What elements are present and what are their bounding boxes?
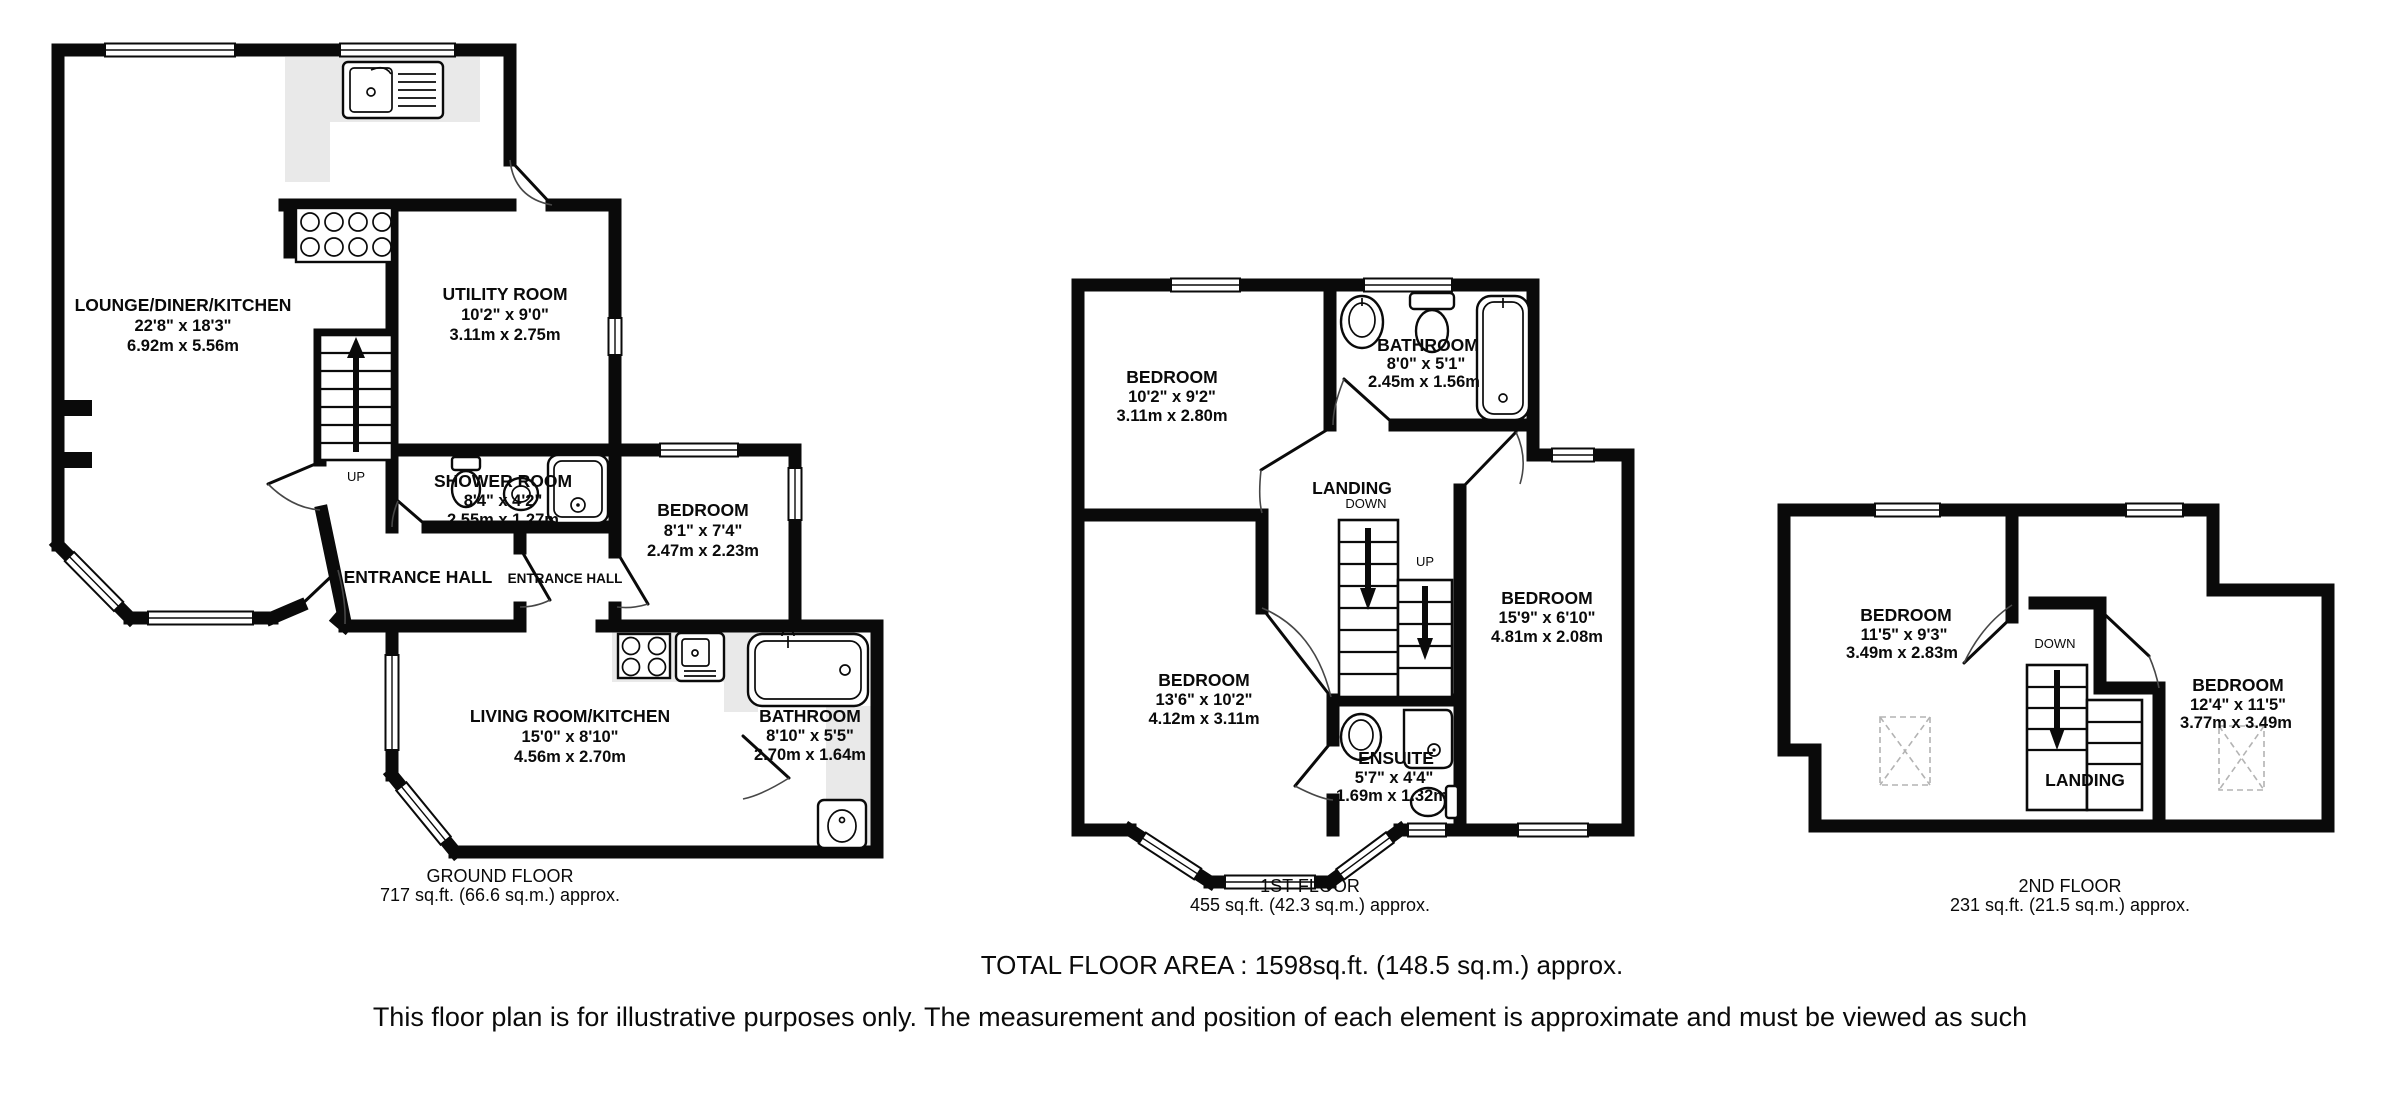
lounge-door [268,462,320,510]
bedroom-door [1260,428,1330,513]
room-dim-metric: 4.81m x 2.08m [1491,628,1603,646]
window [1552,449,1594,462]
kitchen-sink [676,633,724,681]
room-dim-imperial: 12'4" x 11'5" [2190,696,2286,714]
chimney-stub [62,400,92,416]
window [1408,824,1446,837]
bay-window [1336,832,1394,879]
ground-floor-walls [58,50,877,852]
room-dim-imperial: 10'2" x 9'0" [461,306,549,324]
room-label-bedroom: BEDROOM [1126,367,1218,387]
stairs-up [320,335,392,460]
room-label-bedroom: BEDROOM [1501,588,1593,608]
bedroom-door [1262,608,1331,697]
room-dim-imperial: 8'0" x 5'1" [1386,355,1466,373]
bay-window [1139,833,1201,880]
window [2126,504,2183,517]
bathtub-icon [1477,296,1529,420]
room-dim-imperial: 15'9" x 6'10" [1498,609,1596,627]
room-label-bedroom: BEDROOM [657,500,749,520]
window [105,44,235,57]
room-dim-imperial: 8'4" x 4'2" [463,492,543,510]
floor-caption: GROUND FLOOR [426,866,574,886]
first-floor-plan [1078,279,1628,916]
bay-window [65,552,123,611]
stairs-up-label: UP [1415,554,1435,569]
window [1171,279,1240,292]
disclaimer: This floor plan is for illustrative purposes only. The measurement and position of each element is approximate and must be viewed as such [372,1002,2028,1032]
bathtub-icon [748,630,868,706]
room-dim-metric: 4.12m x 3.11m [1148,710,1260,728]
chimney-stub [62,452,92,468]
room-dim-imperial: 11'5" x 9'3" [1860,626,1948,644]
room-label-bedroom: BEDROOM [2192,675,2284,695]
floor-caption-area: 455 sq.ft. (42.3 sq.m.) approx. [1189,895,1431,915]
room-label-landing: LANDING [1312,478,1392,498]
room-dim-metric: 1.69m x 1.32m [1336,787,1448,805]
room-dim-imperial: 5'7" x 4'4" [1354,769,1434,787]
room-label-bathroom: BATHROOM [1377,335,1479,355]
stairs [1339,520,1452,697]
room-dim-metric: 6.92m x 5.56m [127,337,239,355]
utility-door [510,160,552,205]
room-dim-imperial: 8'10" x 5'5" [766,727,854,745]
room-label-shower-room: SHOWER ROOM [433,471,573,491]
room-dim-imperial: 10'2" x 9'2" [1128,388,1216,406]
bedroom-door [1460,432,1523,490]
floor-caption-area: 717 sq.ft. (66.6 sq.m.) approx. [379,885,621,905]
second-floor-plan [1784,504,2328,916]
ensuite-door [1295,740,1333,800]
room-label-lounge: LOUNGE/DINER/KITCHEN [74,295,292,315]
ground-floor-plan [58,44,877,906]
bedroom-door [1964,605,2012,663]
bay-window [148,612,253,625]
window [1518,824,1588,837]
room-label-utility: UTILITY ROOM [442,284,568,304]
hob-icon [296,208,392,262]
room-label-landing: LANDING [2045,770,2125,790]
room-dim-metric: 3.11m x 2.80m [1116,407,1228,425]
window [609,318,622,355]
bay-window [396,782,450,844]
total-floor-area: TOTAL FLOOR AREA : 1598sq.ft. (148.5 sq.m.) approx. [980,950,1624,980]
floor-caption: 2ND FLOOR [2018,876,2122,896]
bedroom-door [2100,610,2159,688]
window [1875,504,1940,517]
room-dim-metric: 2.47m x 2.23m [647,542,759,560]
window [386,655,399,750]
window [660,444,738,457]
room-label-bedroom: BEDROOM [1158,670,1250,690]
room-dim-metric: 2.45m x 1.56m [1368,373,1480,391]
room-label-ensuite: ENSUITE [1358,748,1434,768]
window [789,468,802,520]
roof-light-icon [1880,717,1930,785]
room-label-entrance-hall-2: ENTRANCE HALL [507,571,623,586]
stairs-up-label: UP [346,469,366,484]
room-dim-imperial: 15'0" x 8'10" [521,728,619,746]
room-dim-metric: 3.49m x 2.83m [1846,644,1958,662]
room-dim-metric: 3.77m x 3.49m [2180,714,2292,732]
stairs-down-label: DOWN [1345,496,1387,511]
sink-icon [818,800,866,848]
stairs-down-label: DOWN [2034,636,2076,651]
room-label-bedroom: BEDROOM [1860,605,1952,625]
roof-light-icon [2219,726,2264,790]
room-label-bathroom: BATHROOM [759,706,861,726]
room-dim-metric: 4.56m x 2.70m [514,748,626,766]
room-dim-imperial: 22'8" x 18'3" [134,317,232,335]
room-dim-metric: 2.70m x 1.64m [754,746,866,764]
window [1364,279,1452,292]
window [340,44,455,57]
room-label-entrance-hall: ENTRANCE HALL [343,567,493,587]
room-dim-imperial: 13'6" x 10'2" [1155,691,1253,709]
room-dim-metric: 3.11m x 2.75m [449,326,561,344]
room-dim-imperial: 8'1" x 7'4" [663,522,743,540]
kitchen-sink [343,62,443,118]
hob-icon [618,634,670,678]
room-dim-metric: 2.55m x 1.27m [447,511,559,529]
floor-caption: 1ST FLOOR [1260,876,1360,896]
room-label-living-room: LIVING ROOM/KITCHEN [469,706,671,726]
floor-caption-area: 231 sq.ft. (21.5 sq.m.) approx. [1949,895,2191,915]
